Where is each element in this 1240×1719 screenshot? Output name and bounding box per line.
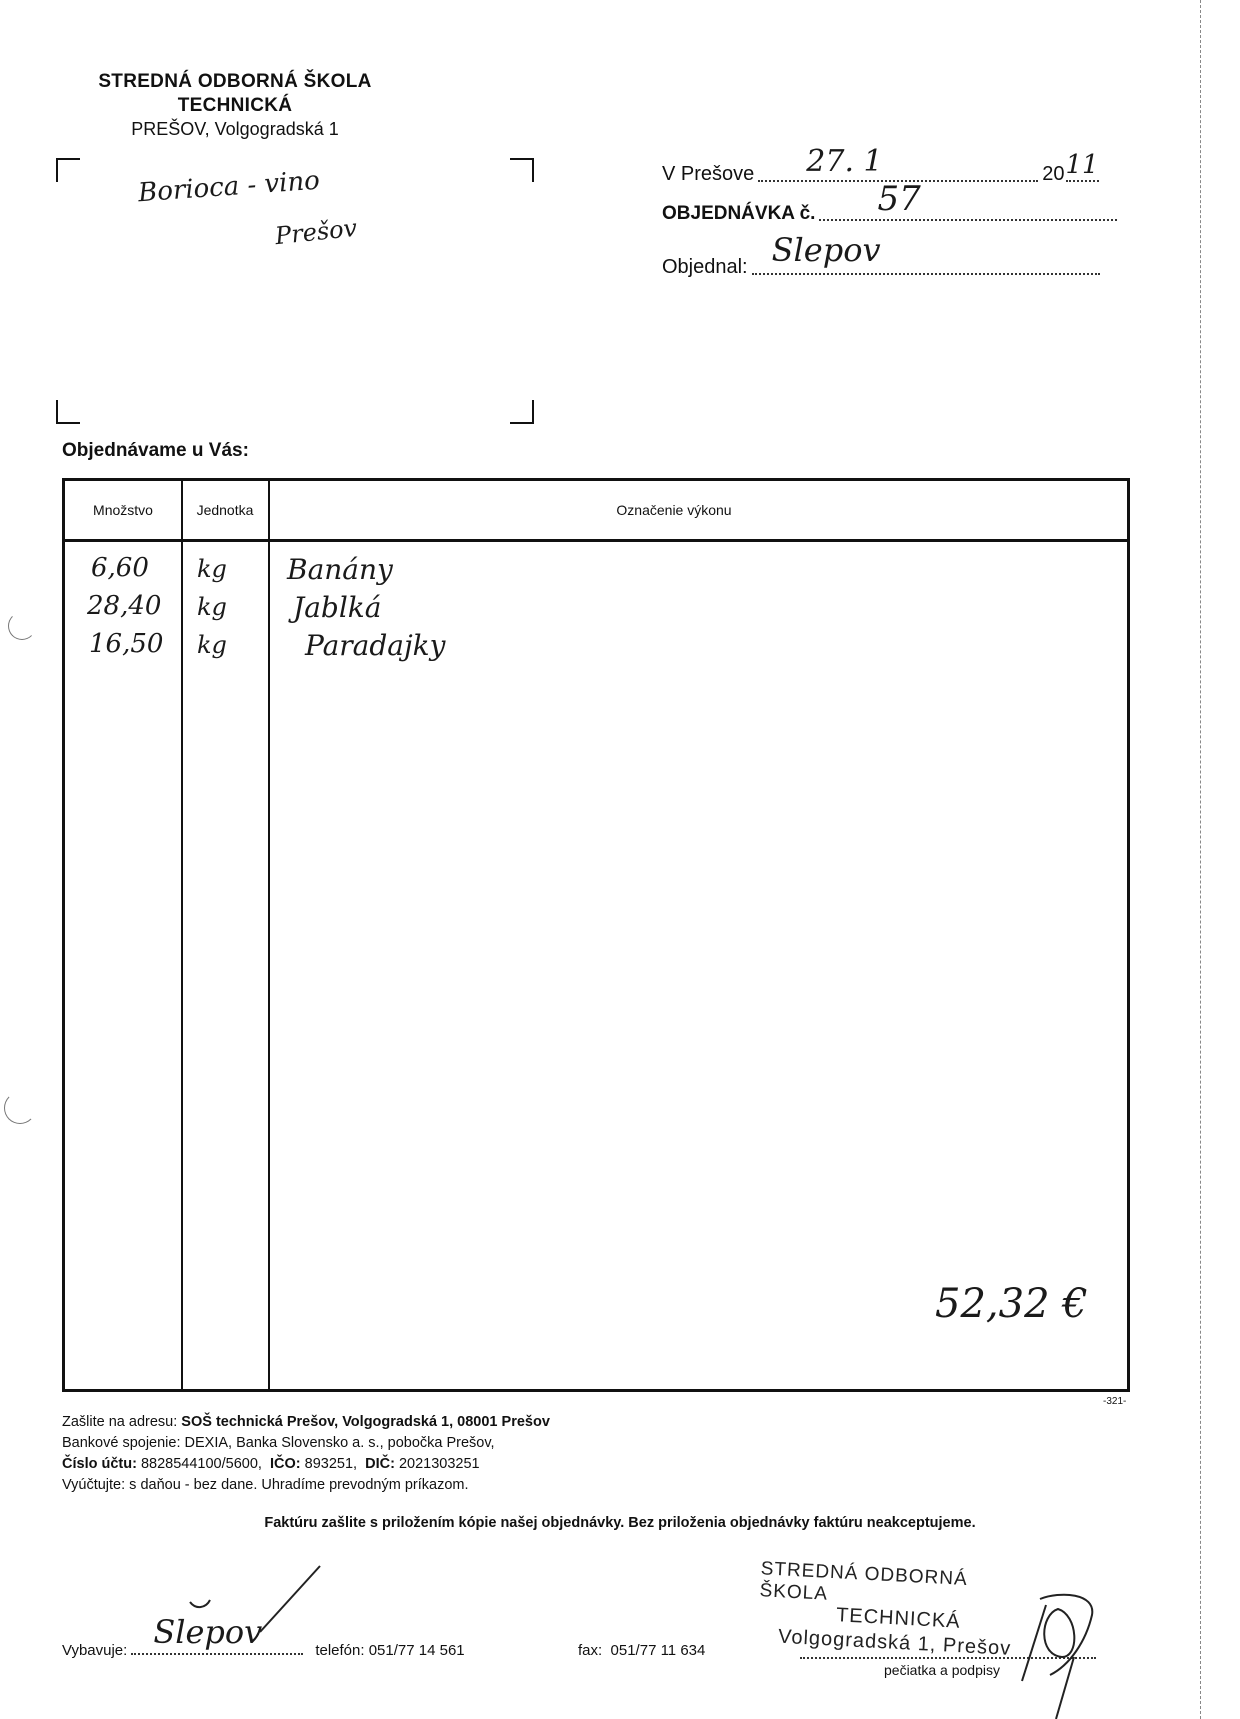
form-code: -321- — [1103, 1396, 1127, 1407]
punch-hole-mark — [8, 612, 36, 640]
fax-row — [578, 1642, 705, 1659]
date-value: 27. 1 — [806, 144, 883, 179]
row-description: Paradajky — [305, 629, 446, 662]
account-value: 8828544100/5600, — [140, 1456, 262, 1472]
recipient-line1: Borioca - vino — [137, 165, 321, 209]
address-bracket-top-right — [510, 158, 534, 182]
billing-value: s daňou - bez dane. Uhradíme prevodným príkazom. — [129, 1477, 469, 1493]
ordered-by-label: Objednal: — [662, 256, 748, 278]
row-quantity: 28,40 — [87, 591, 162, 621]
order-table — [62, 478, 1130, 1392]
stamp-line1: STREDNÁ ODBORNÁ ŠKOLA — [759, 1558, 969, 1605]
order-number-dots — [819, 179, 1117, 221]
scan-edge-line — [1200, 0, 1201, 1719]
stamp-line3: Volgogradská 1, Prešov — [777, 1625, 1012, 1660]
school-address: PREŠOV, Volgogradská 1 — [131, 119, 339, 139]
header-unit: Jednotka — [196, 502, 254, 518]
handled-dots — [131, 1613, 303, 1655]
ordered-by-dots — [752, 231, 1100, 275]
ordered-by-value: Slepov — [771, 231, 881, 269]
order-number: 57 — [877, 179, 921, 219]
billing-label: Vyúčtujte: — [62, 1477, 126, 1493]
fax-label: fax: — [578, 1642, 603, 1659]
handled-value: Slepov — [153, 1613, 263, 1651]
send-value: SOŠ technická Prešov, Volgogradská 1, 08001 Prešov — [181, 1414, 550, 1430]
handled-label: Vybavuje: — [62, 1642, 128, 1659]
phone-value: 051/77 14 561 — [368, 1642, 465, 1659]
row-quantity: 16,50 — [89, 629, 164, 659]
punch-hole-mark — [4, 1092, 36, 1124]
dic-value: 2021303251 — [398, 1456, 480, 1472]
order-label: OBJEDNÁVKA č. — [662, 203, 816, 224]
order-title: Objednávame u Vás: — [62, 440, 249, 461]
column-divider-2 — [268, 481, 270, 1389]
row-description: Jablká — [293, 591, 382, 624]
ico-value: 893251, — [304, 1456, 358, 1472]
row-unit: kg — [197, 593, 227, 621]
address-bracket-top-left — [56, 158, 80, 182]
order-number-row — [662, 179, 1121, 225]
billing-line — [62, 1477, 469, 1493]
header-separator — [65, 539, 1127, 542]
phone-label: telefón: — [315, 1642, 365, 1659]
school-name — [70, 70, 400, 118]
approval-checkmark — [180, 1560, 330, 1640]
year-prefix: 20 — [1042, 163, 1065, 185]
header-quantity: Množstvo — [93, 502, 153, 518]
stamp-line2: TECHNICKÁ — [835, 1604, 962, 1633]
bank-value: DEXIA, Banka Slovensko a. s., pobočka Prešov, — [184, 1435, 495, 1451]
address-bracket-bottom-left — [56, 400, 80, 424]
school-name-line1: STREDNÁ ODBORNÁ ŠKOLA — [98, 71, 372, 92]
row-description: Banány — [287, 553, 393, 586]
row-quantity: 6,60 — [91, 553, 149, 583]
column-divider-1 — [181, 481, 183, 1389]
row-unit: kg — [197, 631, 227, 659]
order-total: 52,32 € — [935, 1281, 1088, 1327]
bank-label: Bankové spojenie: — [62, 1435, 181, 1451]
bank-line — [62, 1435, 495, 1451]
year-suffix: 11 — [1065, 150, 1099, 180]
account-label: Číslo účtu: — [62, 1456, 137, 1472]
invoice-note: Faktúru zašlite s priložením kópie našej objednávky. Bez priloženia objednávky faktúru neakceptujeme. — [264, 1515, 976, 1531]
address-bracket-bottom-right — [510, 400, 534, 424]
signature-scribble — [1000, 1585, 1110, 1719]
header-description: Označenie výkonu — [616, 502, 732, 518]
fax-value: 051/77 11 634 — [610, 1642, 706, 1659]
ico-label: IČO: — [269, 1456, 301, 1472]
school-name-line2: TECHNICKÁ — [177, 95, 293, 116]
recipient-line2: Prešov — [273, 213, 359, 251]
account-line — [62, 1456, 480, 1472]
dic-label: DIČ: — [365, 1456, 395, 1472]
send-address-line — [62, 1414, 550, 1430]
ordered-by-row — [662, 231, 1104, 279]
school-stamp — [759, 1558, 1020, 1660]
row-unit: kg — [197, 555, 227, 583]
handled-by-row — [62, 1613, 465, 1659]
place-label: V Prešove — [662, 163, 755, 185]
send-label: Zašlite na adresu: — [62, 1414, 178, 1430]
signature-label: pečiatka a podpisy — [884, 1662, 1000, 1678]
